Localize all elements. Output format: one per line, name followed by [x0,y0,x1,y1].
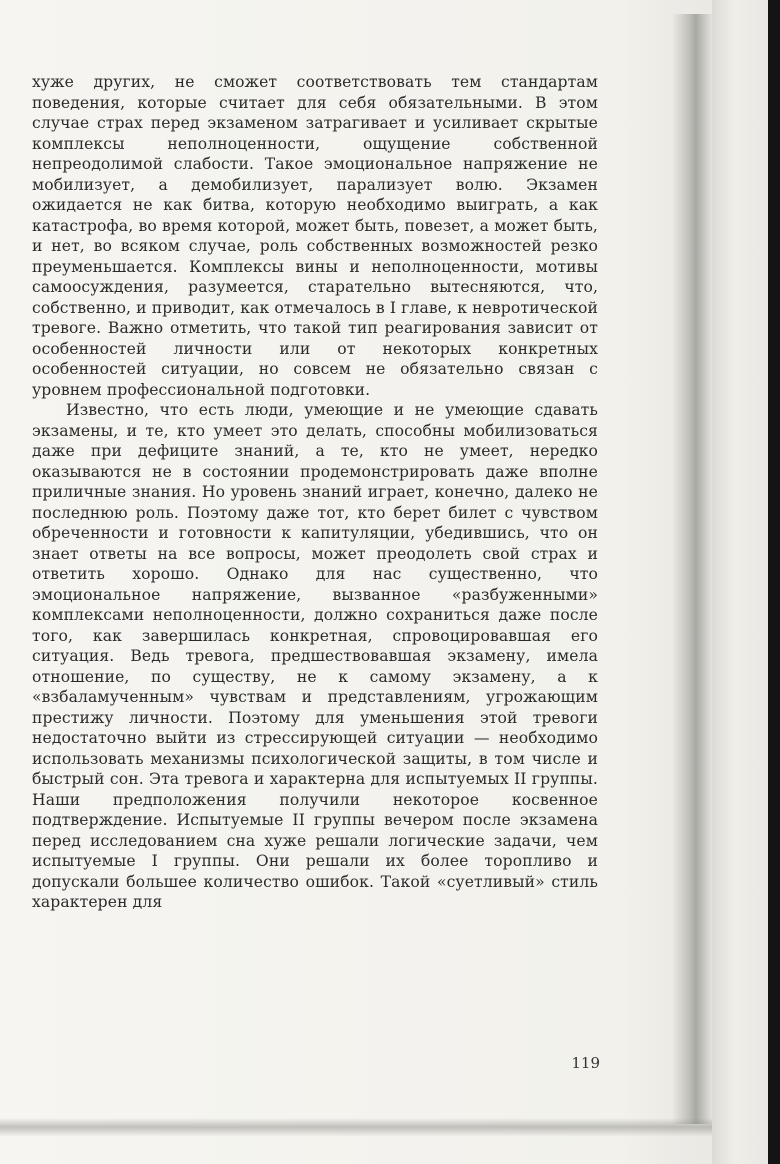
paragraph-1: хуже других, не сможет соответствовать тем стандартам поведения, которые считает для себя обязательными. В этом случае страх перед экзаменом затрагивает и усиливает скрытые комплексы неполноценности, ощущение собственной непреодолимой слабости. Такое эмоциональное напряжение не мобилизует, а демобилизует, парализует волю. Экзамен ожидается не как битва, которую необходимо выиграть, а как катастрофа, во время которой, может быть, повезет, а может быть, и нет, во всяком случае, роль собственных возможностей резко преуменьшается. Комплексы вины и неполноценности, мотивы самоосуждения, разумеется, старательно вытесняются, что, собственно, и приводит, как отмечалось в I главе, к невротической тревоге. Важно отметить, что такой тип реагирования зависит от особенностей личности или от некоторых конкретных особенностей ситуации, но совсем не обязательно связан с уровнем профессиональной подготовки. [32,73,598,399]
paragraph-2: Известно, что есть люди, умеющие и не умеющие сдавать экзамены, и те, кто умеет это делать, способны мобилизоваться даже при дефиците знаний, а те, кто не умеет, нередко оказываются не в состоянии продемонстрировать даже вполне приличные знания. Но уровень знаний играет, конечно, далеко не последнюю роль. Поэтому даже тот, кто берет билет с чувством обреченности и готовности к капитуляции, убедившись, что он знает ответы на все вопросы, может преодолеть свой страх и ответить хорошо. Однако для нас существенно, что эмоциональное напряжение, вызванное «разбуженными» комплексами неполноценности, должно сохраниться даже после того, как завершилась конкретная, спровоцировавшая его ситуация. Ведь тревога, предшествовавшая экзамену, имела отношение, по существу, не к самому экзамену, а к «взбаламученным» чувствам и представлениям, угрожающим престижу личности. Поэтому для уменьшения этой тревоги недостаточно выйти из стрессирующей ситуации — необходимо использовать механизмы психологической защиты, в том числе и быстрый сон. Эта тревога и характерна для испытуемых II группы. Наши предположения получили некоторое косвенное подтверждение. Испытуемые II группы вечером после экзамена перед исследованием сна хуже решали логические задачи, чем испытуемые I группы. Они решали их более торопливо и допускали большее количество ошибок. Такой «суетливый» стиль характерен для [32,401,598,911]
page-bottom-shadow [0,1118,712,1136]
body-text [32,72,598,913]
page-gutter-shadow [672,14,712,1124]
page-number: 119 [571,1054,600,1072]
facing-page-edge [712,0,768,1164]
scan-border [768,0,780,1164]
